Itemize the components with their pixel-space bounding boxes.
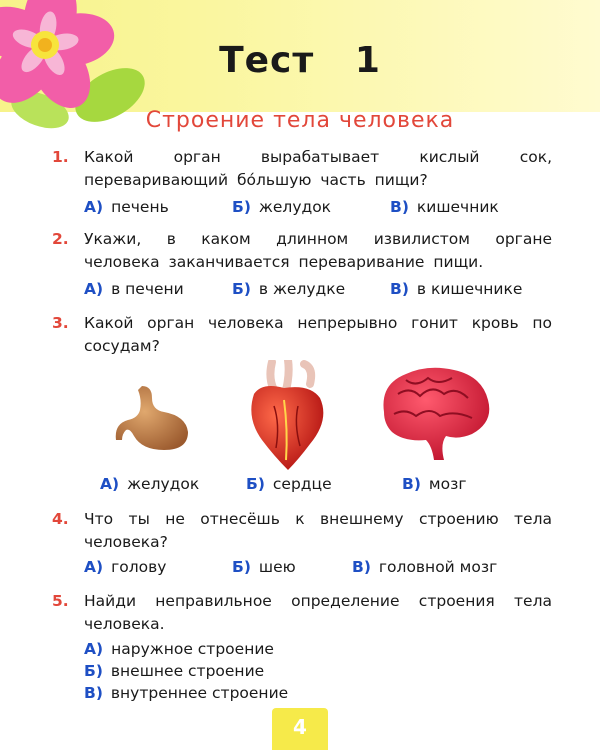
page-title: Тест 1 — [219, 40, 381, 81]
question-text: Что ты не отнесёшь к внешнему строению тела человека? — [84, 510, 552, 551]
question-number: 2. — [52, 230, 69, 248]
page-subtitle: Строение тела человека — [145, 108, 455, 133]
answer-text: шею — [258, 558, 296, 576]
question-5 — [52, 590, 552, 636]
stomach-icon — [108, 384, 198, 454]
answer-text: печень — [111, 198, 169, 216]
question-2 — [52, 228, 552, 274]
answer-text: мозг — [428, 475, 467, 493]
answer-option[interactable] — [84, 558, 166, 576]
question-3 — [52, 312, 552, 358]
answer-letter: В) — [390, 198, 409, 216]
answer-option[interactable] — [390, 198, 499, 216]
answer-text: в желудке — [258, 280, 346, 298]
answer-text: в кишечнике — [416, 280, 523, 298]
answer-option[interactable] — [84, 662, 264, 680]
answer-option[interactable] — [84, 280, 184, 298]
answer-letter: Б) — [232, 558, 251, 576]
answer-letter: В) — [84, 684, 103, 702]
answer-option[interactable] — [84, 198, 169, 216]
answer-letter: Б) — [84, 662, 103, 680]
answer-letter: Б) — [232, 198, 251, 216]
answer-letter: А) — [100, 475, 120, 493]
question-number: 4. — [52, 510, 69, 528]
answer-text: головной мозг — [378, 558, 498, 576]
answer-letter: В) — [390, 280, 409, 298]
heart-icon — [244, 360, 328, 472]
answer-letter: Б) — [246, 475, 265, 493]
answer-text: желудок — [127, 475, 200, 493]
question-number: 5. — [52, 592, 69, 610]
answer-letter: А) — [84, 198, 104, 216]
answer-text: внутреннее строение — [110, 684, 289, 702]
answer-letter: А) — [84, 640, 104, 658]
answer-text: внешнее строение — [110, 662, 265, 680]
question-1 — [52, 146, 552, 192]
question-4 — [52, 508, 552, 554]
answer-text: голову — [111, 558, 167, 576]
question-text: Найди неправильное определение строения тела человека. — [84, 592, 552, 633]
answer-text: кишечник — [416, 198, 499, 216]
answer-letter: В) — [352, 558, 371, 576]
answer-text: желудок — [258, 198, 332, 216]
answer-letter: А) — [84, 558, 104, 576]
answer-option[interactable] — [84, 640, 274, 658]
question-number: 3. — [52, 314, 69, 332]
answer-option[interactable] — [232, 558, 296, 576]
answer-text: наружное строение — [111, 640, 274, 658]
answer-letter: Б) — [232, 280, 251, 298]
answer-option[interactable] — [246, 475, 332, 493]
answer-option[interactable] — [84, 684, 288, 702]
brain-icon — [376, 364, 494, 464]
question-text: Укажи, в каком длинном извилистом органе человека заканчивается переваривание пищи. — [84, 230, 552, 271]
answer-option[interactable] — [402, 475, 466, 493]
answer-option[interactable] — [232, 280, 345, 298]
answer-letter: А) — [84, 280, 104, 298]
answer-text: в печени — [111, 280, 184, 298]
answer-letter: В) — [402, 475, 421, 493]
question-number: 1. — [52, 148, 69, 166]
page-number: 4 — [272, 708, 328, 750]
question-text: Какой орган человека непрерывно гонит кровь по сосудам? — [84, 314, 552, 355]
answer-option[interactable] — [390, 280, 522, 298]
answer-text: сердце — [272, 475, 332, 493]
question-text: Какой орган вырабатывает кислый сок, переваривающий бо́льшую часть пищи? — [84, 148, 552, 189]
answer-option[interactable] — [100, 475, 199, 493]
answer-option[interactable] — [232, 198, 331, 216]
answer-option[interactable] — [352, 558, 497, 576]
